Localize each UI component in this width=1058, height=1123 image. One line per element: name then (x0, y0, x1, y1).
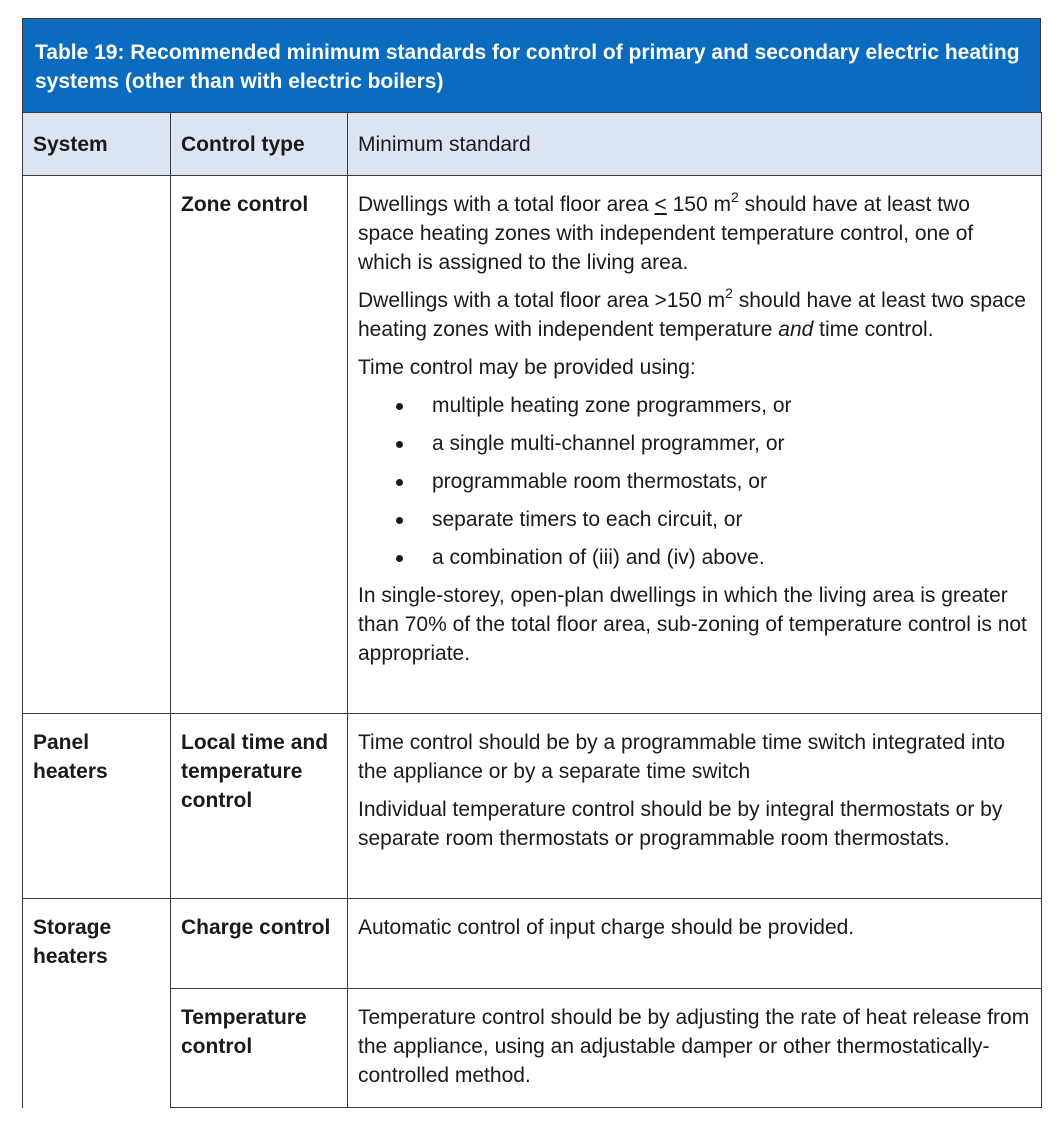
bullet-icon (396, 441, 403, 448)
system-cell: Panel heaters (23, 714, 171, 899)
list-item: programmable room thermostats, or (358, 467, 1031, 496)
bullet-icon (396, 555, 403, 562)
standard-paragraph: Individual temperature control should be by integral thermostats or by separate room thermostats or programmable room thermostats. (358, 798, 1003, 850)
list-item: separate timers to each circuit, or (358, 505, 1031, 534)
bullet-icon (396, 517, 403, 524)
control-type-cell: Temperature control (171, 989, 348, 1108)
standard-paragraph: Time control should be by a programmable time switch integrated into the appliance or by a separate time switch (358, 731, 1006, 783)
system-cell (23, 176, 171, 714)
standard-paragraph: Time control may be provided using: (358, 356, 696, 379)
time-control-options-list (358, 391, 1031, 572)
standard-paragraph: In single-storey, open-plan dwellings in which the living area is greater than 70% of the total floor area, sub-zoning of temperature control is not appropriate. (358, 584, 1027, 665)
list-item: multiple heating zone programmers, or (358, 391, 1031, 420)
minimum-standard-cell (348, 989, 1042, 1108)
bullet-icon (396, 479, 403, 486)
list-item: a single multi-channel programmer, or (358, 429, 1031, 458)
less-than-or-equal-symbol: < (654, 193, 667, 216)
control-type-cell: Local time and temperature control (171, 714, 348, 899)
list-item: a combination of (iii) and (iv) above. (358, 543, 1031, 572)
control-type-cell: Charge control (171, 899, 348, 989)
header-control-type: Control type (171, 113, 348, 176)
heating-controls-table-frame (22, 18, 1041, 1108)
system-cell: Storage heaters (23, 899, 171, 1108)
minimum-standard-cell (348, 176, 1042, 714)
standard-paragraph: Dwellings with a total floor area < 150 $m^2$ should have at least two space heating zones with independent temperature control, one of which is assigned to the living area. (358, 189, 974, 274)
minimum-standard-cell (348, 899, 1042, 989)
control-type-cell: Zone control (171, 176, 348, 714)
minimum-standard-cell (348, 714, 1042, 899)
heating-controls-table (22, 112, 1042, 1108)
header-minimum-standard: Minimum standard (348, 113, 1042, 176)
table-caption: Table 19: Recommended minimum standards for control of primary and secondary electric heating systems (other than with electric boilers) (22, 18, 1041, 112)
table-row (23, 714, 1042, 899)
table-row (23, 899, 1042, 989)
table-header-row (23, 113, 1042, 176)
bullet-icon (396, 403, 403, 410)
standard-paragraph: Automatic control of input charge should be provided. (358, 916, 855, 939)
table-row (23, 989, 1042, 1108)
standard-paragraph: Temperature control should be by adjusting the rate of heat release from the appliance, using an adjustable damper or other thermostatically-controlled method. (358, 1006, 1030, 1087)
standard-paragraph: Dwellings with a total floor area >150 $m^2$ should have at least two space heating zones with independent temperature and time control. (358, 285, 1026, 341)
table-row (23, 176, 1042, 714)
header-system: System (23, 113, 171, 176)
